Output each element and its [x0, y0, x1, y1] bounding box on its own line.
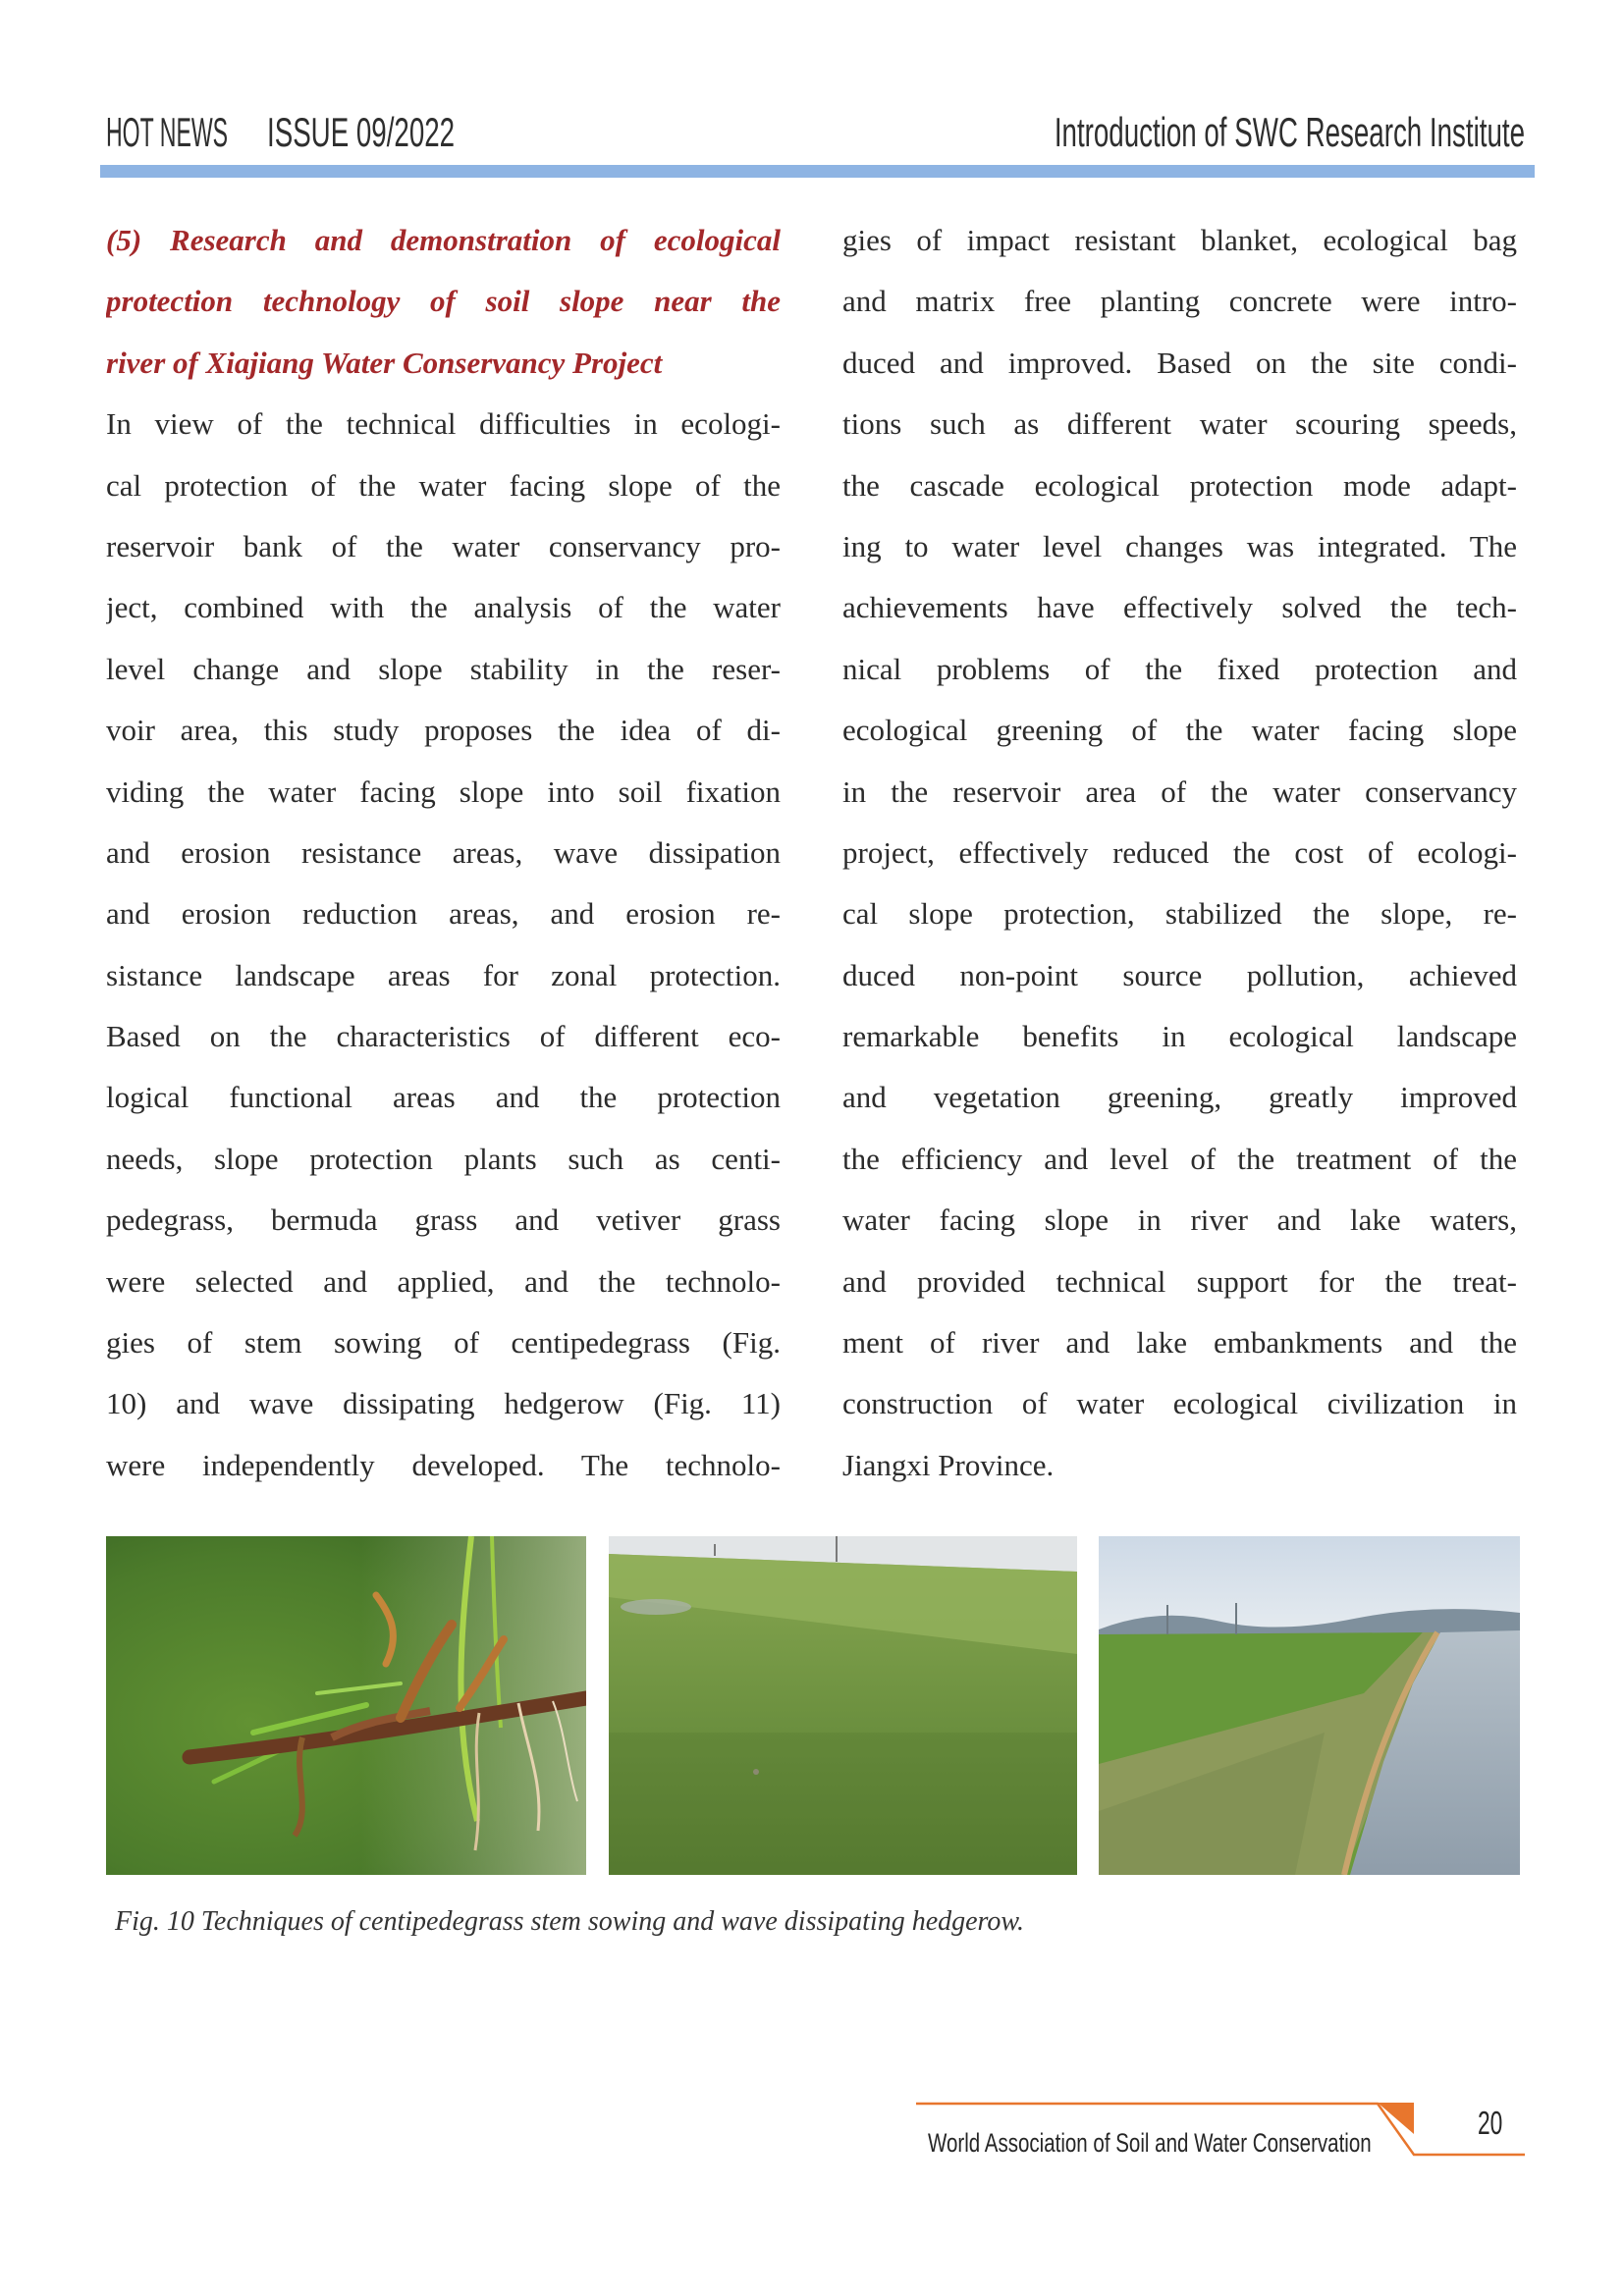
body-text-line: and matrix free planting concrete were intro-: [842, 284, 1517, 319]
body-text-line: sistance landscape areas for zonal protection.: [106, 957, 781, 992]
right-column: [842, 210, 1517, 1496]
body-text-line: pedegrass, bermuda grass and vetiver grass: [106, 1202, 781, 1238]
body-text-line: reservoir bank of the water conservancy pro-: [106, 528, 781, 563]
body-text-line: gies of impact resistant blanket, ecological bag: [842, 223, 1517, 257]
body-text-line: 10) and wave dissipating hedgerow (Fig. 11): [106, 1386, 781, 1421]
section-heading-line: river of Xiajiang Water Conservancy Project: [106, 345, 663, 380]
body-text-line: ment of river and lake embankments and the: [842, 1325, 1517, 1361]
body-text-line: and vegetation greening, greatly improved: [842, 1080, 1517, 1115]
section-heading-line: (5) Research and demonstration of ecological: [106, 223, 781, 257]
body-text-line: water facing slope in river and lake waters,: [842, 1202, 1517, 1238]
body-text-line: level change and slope stability in the reser-: [106, 651, 781, 686]
body-text-line: Based on the characteristics of different eco-: [106, 1019, 781, 1054]
body-text-line: logical functional areas and the protection: [106, 1080, 781, 1115]
body-text-line: Jiangxi Province.: [842, 1447, 1055, 1482]
header-title: Introduction of SWC Research Institute: [1054, 109, 1525, 155]
section-heading-line: protection technology of soil slope near the: [106, 284, 781, 319]
figure-photo-grass-slope: [609, 1536, 1077, 1875]
body-text-line: gies of stem sowing of centipedegrass (Fig.: [106, 1325, 781, 1361]
body-text-line: viding the water facing slope into soil fixation: [106, 774, 781, 809]
body-text-line: tions such as different water scouring speeds,: [842, 406, 1517, 442]
body-text-line: in the reservoir area of the water conservancy: [842, 774, 1517, 809]
body-text-line: ing to water level changes was integrated. The: [842, 528, 1517, 563]
body-text-line: remarkable benefits in ecological landscape: [842, 1019, 1517, 1054]
body-text-line: nical problems of the fixed protection and: [842, 651, 1517, 686]
body-text-line: were selected and applied, and the technolo-: [106, 1263, 781, 1299]
header-section-label: HOT NEWS: [106, 109, 229, 155]
body-text-line: were independently developed. The technolo-: [106, 1447, 781, 1482]
body-text-line: cal slope protection, stabilized the slope, re-: [842, 896, 1517, 932]
header-rule: [100, 165, 1535, 178]
body-text-line: ecological greening of the water facing slope: [842, 713, 1517, 748]
figure-caption: Fig. 10 Techniques of centipedegrass stem sowing and wave dissipating hedgerow.: [115, 1906, 1025, 1937]
body-text-line: and erosion reduction areas, and erosion re-: [106, 896, 781, 932]
body-text-line: cal protection of the water facing slope of the: [106, 467, 781, 503]
body-text-line: construction of water ecological civilization in: [842, 1386, 1517, 1421]
body-text-line: duced and improved. Based on the site condi-: [842, 345, 1517, 380]
body-text-line: duced non-point source pollution, achieved: [842, 957, 1517, 992]
figure-photo-hedgerow-shoreline: [1099, 1536, 1520, 1875]
body-text-line: the efficiency and level of the treatment of the: [842, 1141, 1517, 1176]
body-text-line: achievements have effectively solved the tech-: [842, 590, 1517, 625]
body-text-line: voir area, this study proposes the idea of di-: [106, 713, 781, 748]
body-text-line: the cascade ecological protection mode adapt-: [842, 467, 1517, 503]
body-text-line: and provided technical support for the treat-: [842, 1263, 1517, 1299]
body-text-line: project, effectively reduced the cost of ecologi-: [842, 834, 1517, 870]
body-text-line: needs, slope protection plants such as centi-: [106, 1141, 781, 1176]
footer-organization: World Association of Soil and Water Conservation: [928, 2128, 1372, 2158]
body-text-line: In view of the technical difficulties in ecologi-: [106, 406, 781, 442]
figure-photo-centipedegrass-stem: [106, 1536, 586, 1875]
page-number: 20: [1478, 2105, 1503, 2141]
left-column: [106, 210, 781, 1496]
body-text-line: ject, combined with the analysis of the water: [106, 590, 781, 625]
header-issue-number: ISSUE 09/2022: [267, 109, 456, 155]
body-text-line: and erosion resistance areas, wave dissipation: [106, 834, 781, 870]
